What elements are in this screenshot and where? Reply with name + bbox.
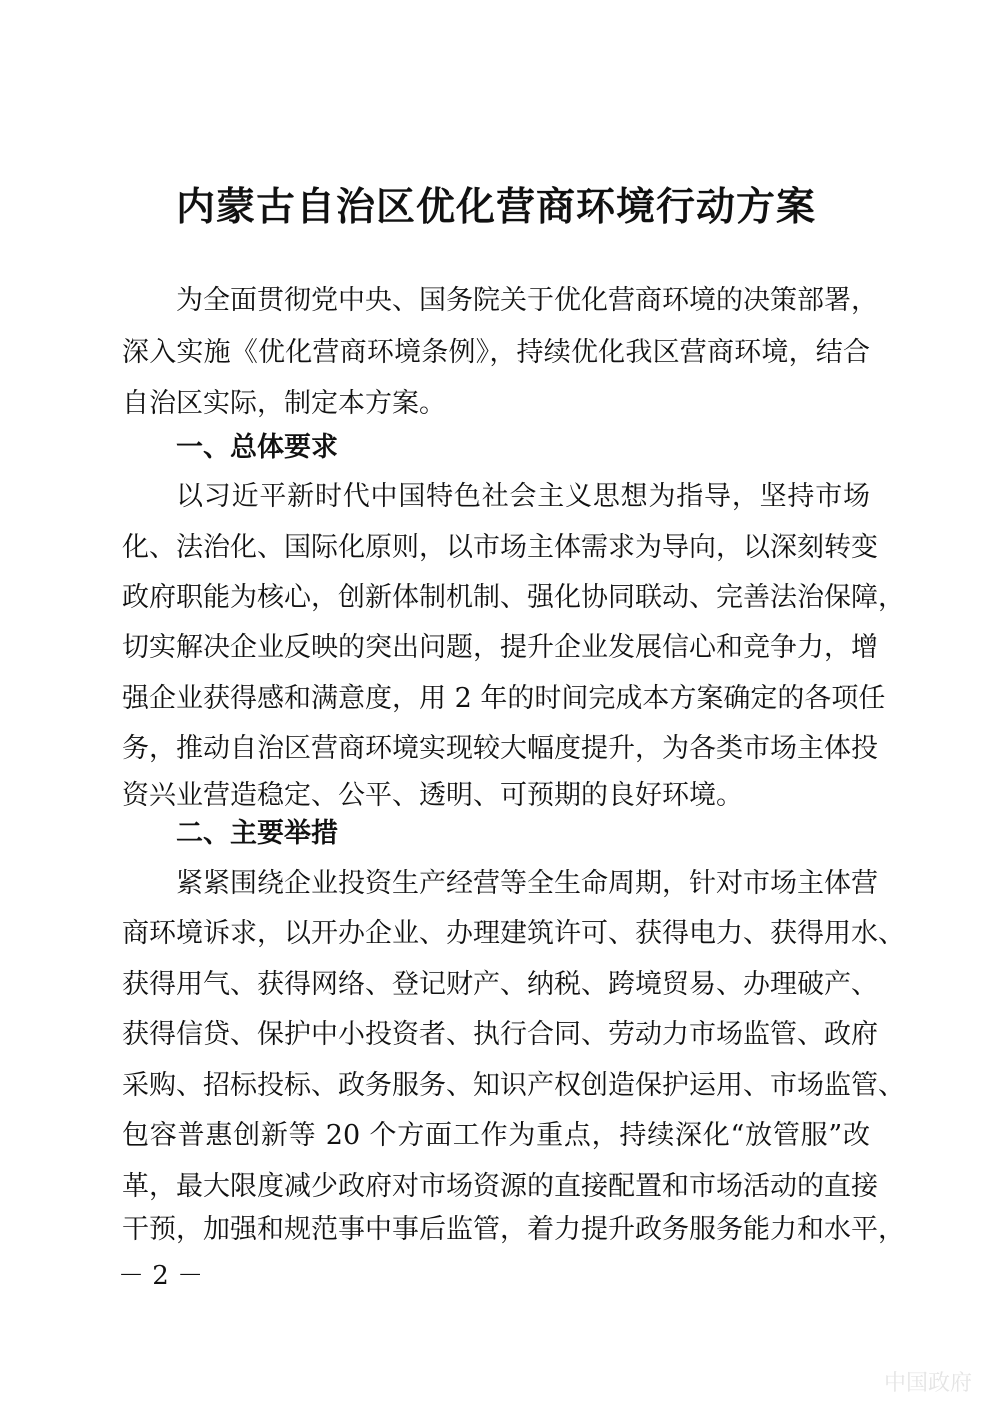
paragraph-line: 切实解决企业反映的突出问题，提升企业发展信心和竞争力，增 (122, 632, 878, 663)
paragraph-line: 强企业获得感和满意度，用 2 年的时间完成本方案确定的各项任 (122, 683, 886, 714)
document-title: 内蒙古自治区优化营商环境行动方案 (175, 184, 816, 230)
paragraph-line: 包容普惠创新等 20 个方面工作为重点，持续深化“放管服”改 (122, 1120, 870, 1151)
paragraph-line: 紧紧围绕企业投资生产经营等全生命周期，针对市场主体营 (176, 868, 878, 899)
paragraph-line: 为全面贯彻党中央、国务院关于优化营商环境的决策部署， (176, 285, 878, 316)
paragraph-line: 政府职能为核心，创新体制机制、强化协同联动、完善法治保障， (122, 582, 905, 613)
paragraph-line: 深入实施《优化营商环境条例》，持续优化我区营商环境，结合 (122, 337, 870, 368)
section-heading: 一、总体要求 (176, 432, 338, 463)
section-heading: 二、主要举措 (176, 818, 338, 849)
paragraph-line: 自治区实际，制定本方案。 (122, 388, 446, 419)
paragraph-line: 获得信贷、保护中小投资者、执行合同、劳动力市场监管、政府 (122, 1019, 878, 1050)
paragraph-line: 化、法治化、国际化原则，以市场主体需求为导向，以深刻转变 (122, 532, 878, 563)
paragraph-line: 以习近平新时代中国特色社会主义思想为指导，坚持市场 (176, 481, 870, 512)
paragraph-line: 商环境诉求，以开办企业、办理建筑许可、获得电力、获得用水、 (122, 918, 905, 949)
paragraph-line: 采购、招标投标、政务服务、知识产权创造保护运用、市场监管、 (122, 1070, 905, 1101)
paragraph-line: 资兴业营造稳定、公平、透明、可预期的良好环境。 (122, 780, 743, 811)
paragraph-line: 革，最大限度减少政府对市场资源的直接配置和市场活动的直接 (122, 1171, 878, 1202)
watermark: 中国政府 (883, 1371, 972, 1396)
paragraph-line: 干预，加强和规范事中事后监管，着力提升政务服务能力和水平， (122, 1214, 905, 1245)
page-number: － 2 － (118, 1261, 204, 1291)
paragraph-line: 获得用气、获得网络、登记财产、纳税、跨境贸易、办理破产、 (122, 969, 878, 1000)
paragraph-line: 务，推动自治区营商环境实现较大幅度提升，为各类市场主体投 (122, 733, 878, 764)
